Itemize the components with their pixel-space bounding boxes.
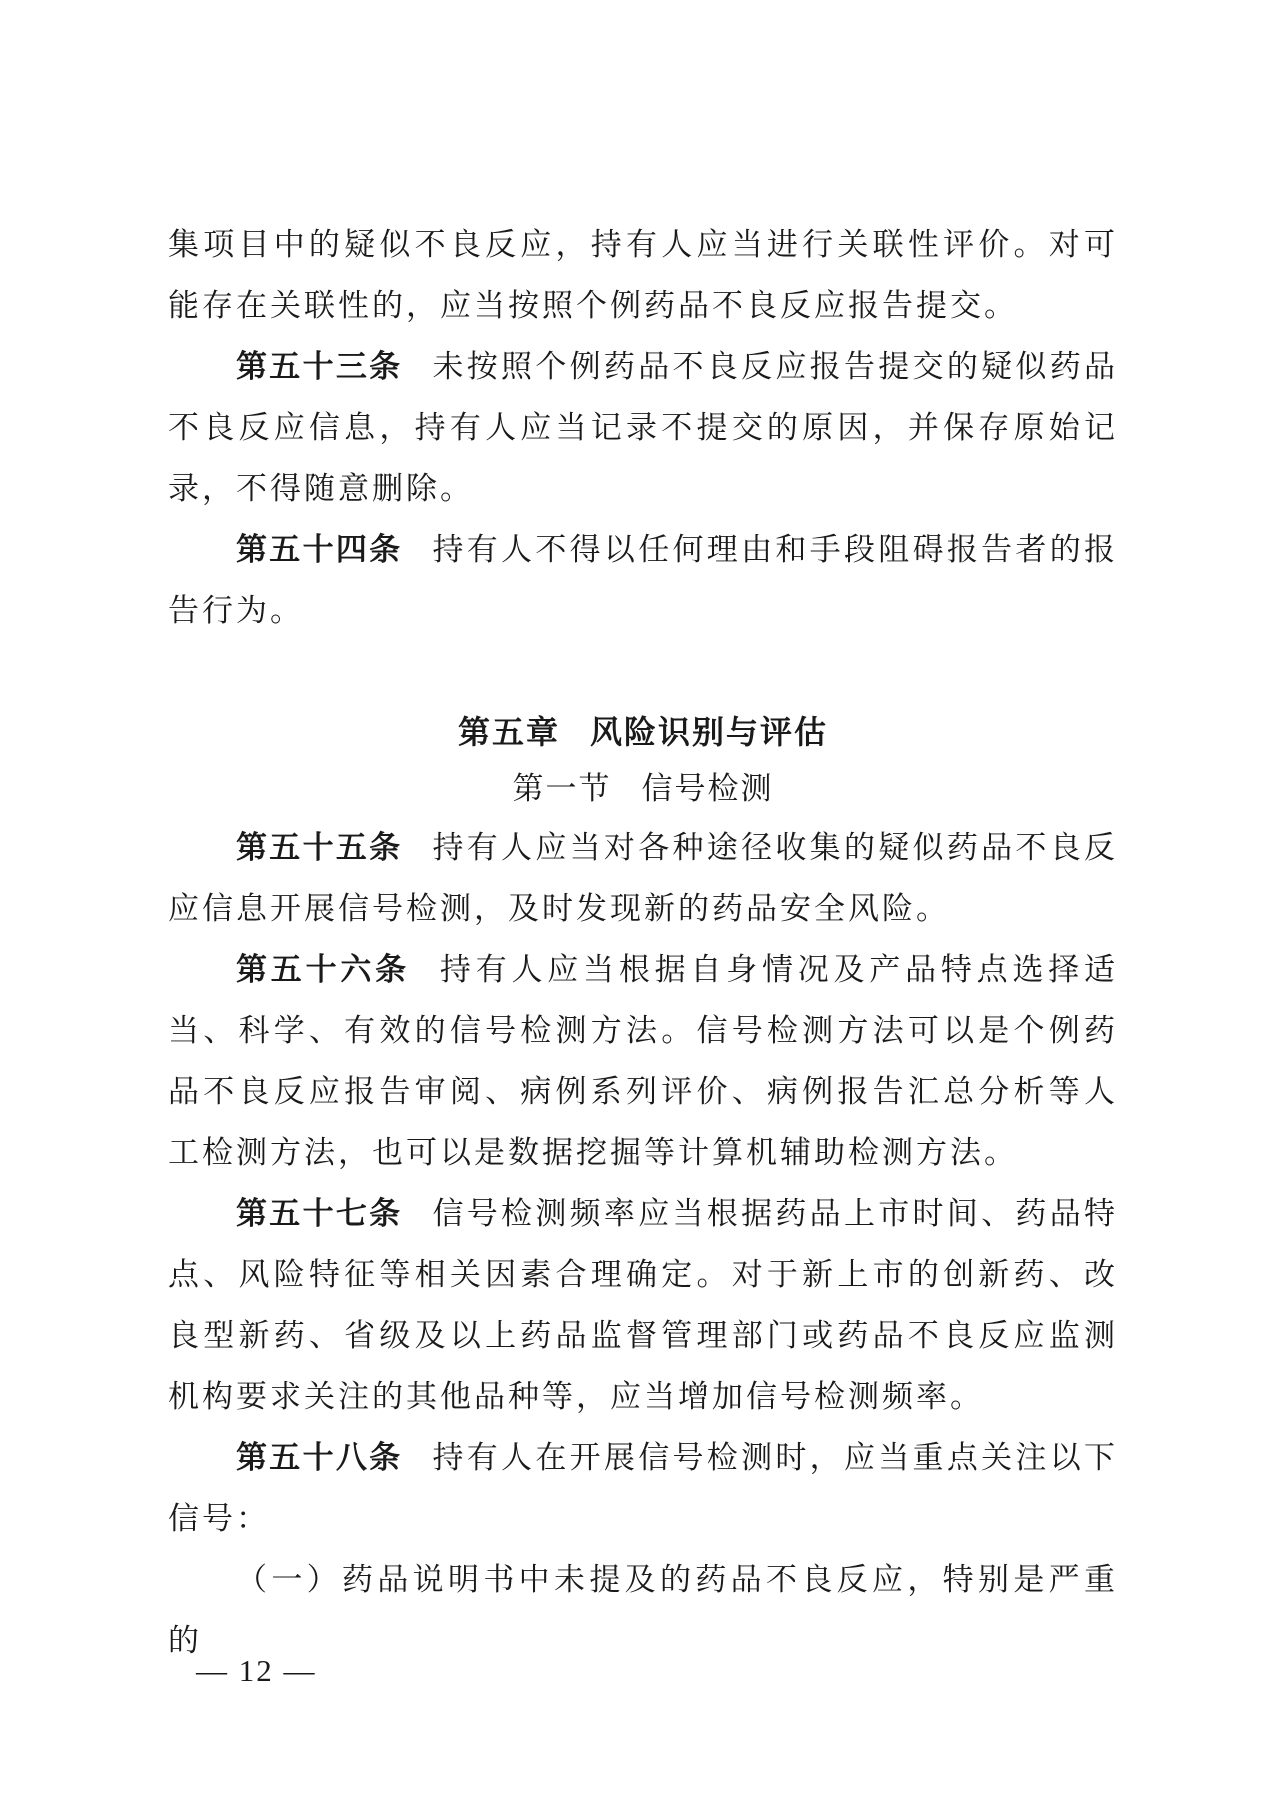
body-text [168,215,1118,1672]
article-53 [168,337,1118,520]
section-number: 第一节 [512,771,612,807]
article-label: 第五十五条 [236,830,403,866]
article-text: 持有人在开展信号检测时，应当重点关注以下信号： [168,1440,1119,1537]
article-55 [168,818,1118,940]
article-label: 第五十六条 [236,952,410,988]
chapter-heading [168,702,1118,762]
section-heading [168,762,1118,816]
list-item-text: （一）药品说明书中未提及的药品不良反应，特别是严重的 [168,1562,1118,1659]
article-57 [168,1184,1118,1428]
page-number: — 12 — [196,1653,317,1688]
article-text: 持有人应当对各种途径收集的疑似药品不良反应信息开展信号检测，及时发现新的药品安全风险。 [168,830,1119,927]
chapter-number: 第五章 [457,713,560,751]
chapter-title: 风险识别与评估 [590,713,829,751]
article-54 [168,520,1118,642]
article-label: 第五十三条 [236,349,403,385]
article-text: 信号检测频率应当根据药品上市时间、药品特点、风险特征等相关因素合理确定。对于新上市的创新药、改良型新药、省级及以上药品监督管理部门或药品不良反应监测机构要求关注的其他品种等，应当增加信号检测频率。 [168,1196,1119,1415]
article-label: 第五十七条 [236,1196,403,1232]
paragraph-continuation [168,215,1118,337]
article-56 [168,940,1118,1184]
paragraph-text: 集项目中的疑似不良反应，持有人应当进行关联性评价。对可能存在关联性的，应当按照个例药品不良反应报告提交。 [168,227,1118,324]
article-text: 持有人不得以任何理由和手段阻碍报告者的报告行为。 [168,532,1119,629]
article-text: 未按照个例药品不良反应报告提交的疑似药品不良反应信息，持有人应当记录不提交的原因，并保存原始记录，不得随意删除。 [168,349,1119,507]
article-58 [168,1428,1118,1550]
section-title: 信号检测 [641,771,774,807]
chapter-spacer [168,642,1118,702]
article-label: 第五十八条 [236,1440,403,1476]
article-text: 持有人应当根据自身情况及产品特点选择适当、科学、有效的信号检测方法。信号检测方法可以是个例药品不良反应报告审阅、病例系列评价、病例报告汇总分析等人工检测方法，也可以是数据挖掘等计算机辅助检测方法。 [168,952,1119,1171]
article-label: 第五十四条 [236,532,403,568]
